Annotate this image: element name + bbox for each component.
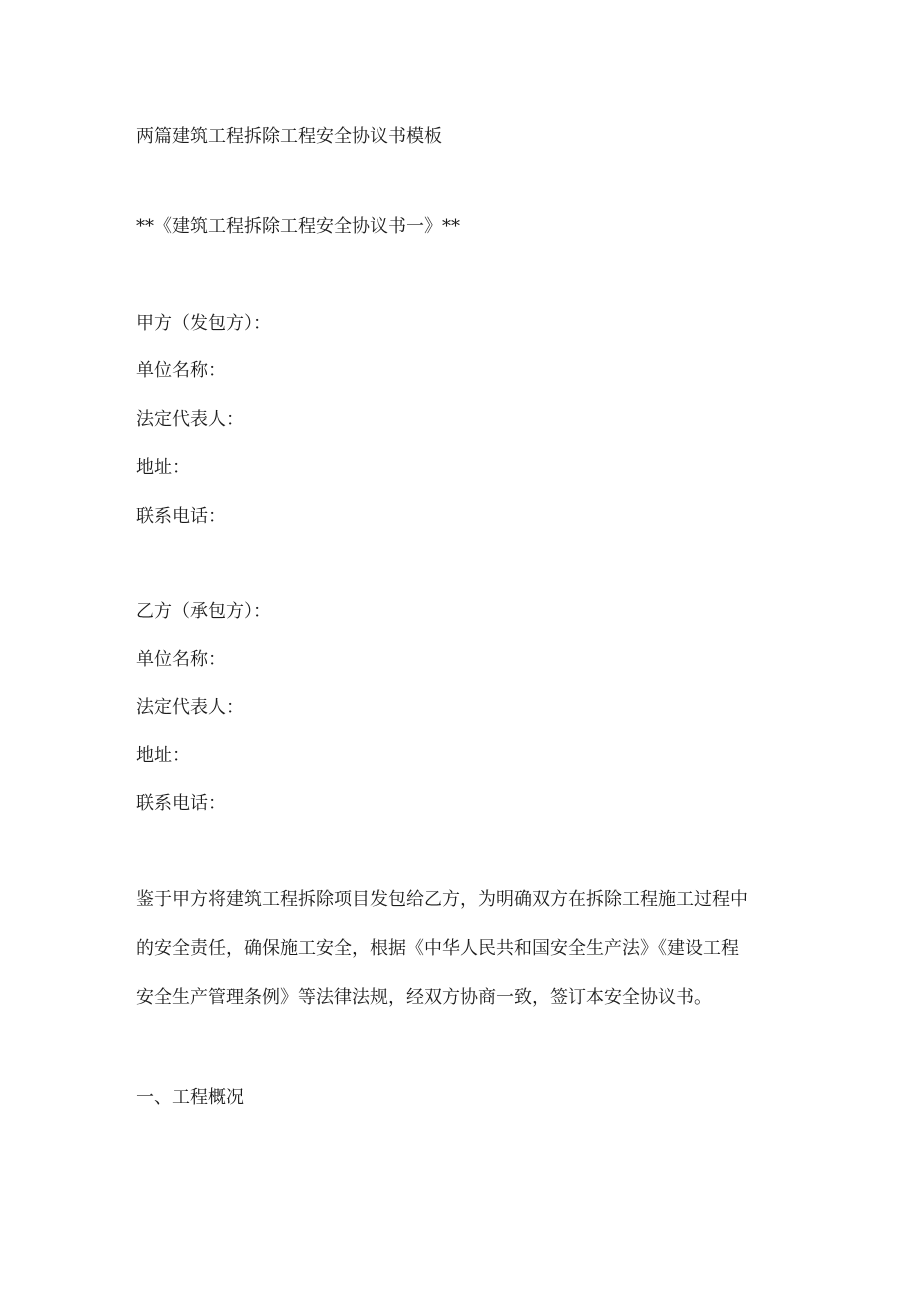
document-title: 两篇建筑工程拆除工程安全协议书模板	[136, 126, 442, 147]
party-b-heading: 乙方（承包方）：	[136, 601, 271, 622]
party-a-unit-name: 单位名称：	[136, 360, 226, 381]
section-heading: **《建筑工程拆除工程安全协议书一》**	[136, 216, 460, 237]
clause-1-heading: 一、工程概况	[136, 1087, 244, 1108]
party-b-unit-name: 单位名称：	[136, 649, 226, 670]
party-b-address: 地址：	[136, 745, 190, 766]
party-a-heading: 甲方（发包方）：	[136, 313, 271, 334]
party-a-legal-rep: 法定代表人：	[136, 409, 244, 430]
party-a-address: 地址：	[136, 457, 190, 478]
party-a-phone: 联系电话：	[136, 506, 226, 527]
party-b-phone: 联系电话：	[136, 793, 226, 814]
preamble-line-2: 的安全责任，确保施工安全，根据《中华人民共和国安全生产法》《建设工程	[136, 938, 739, 959]
preamble-paragraph	[136, 875, 776, 1022]
preamble-line-3: 安全生产管理条例》等法律法规，经双方协商一致，签订本安全协议书。	[136, 987, 712, 1008]
preamble-line-1: 鉴于甲方将建筑工程拆除项目发包给乙方，为明确双方在拆除工程施工过程中	[136, 889, 748, 910]
party-b-legal-rep: 法定代表人：	[136, 697, 244, 718]
